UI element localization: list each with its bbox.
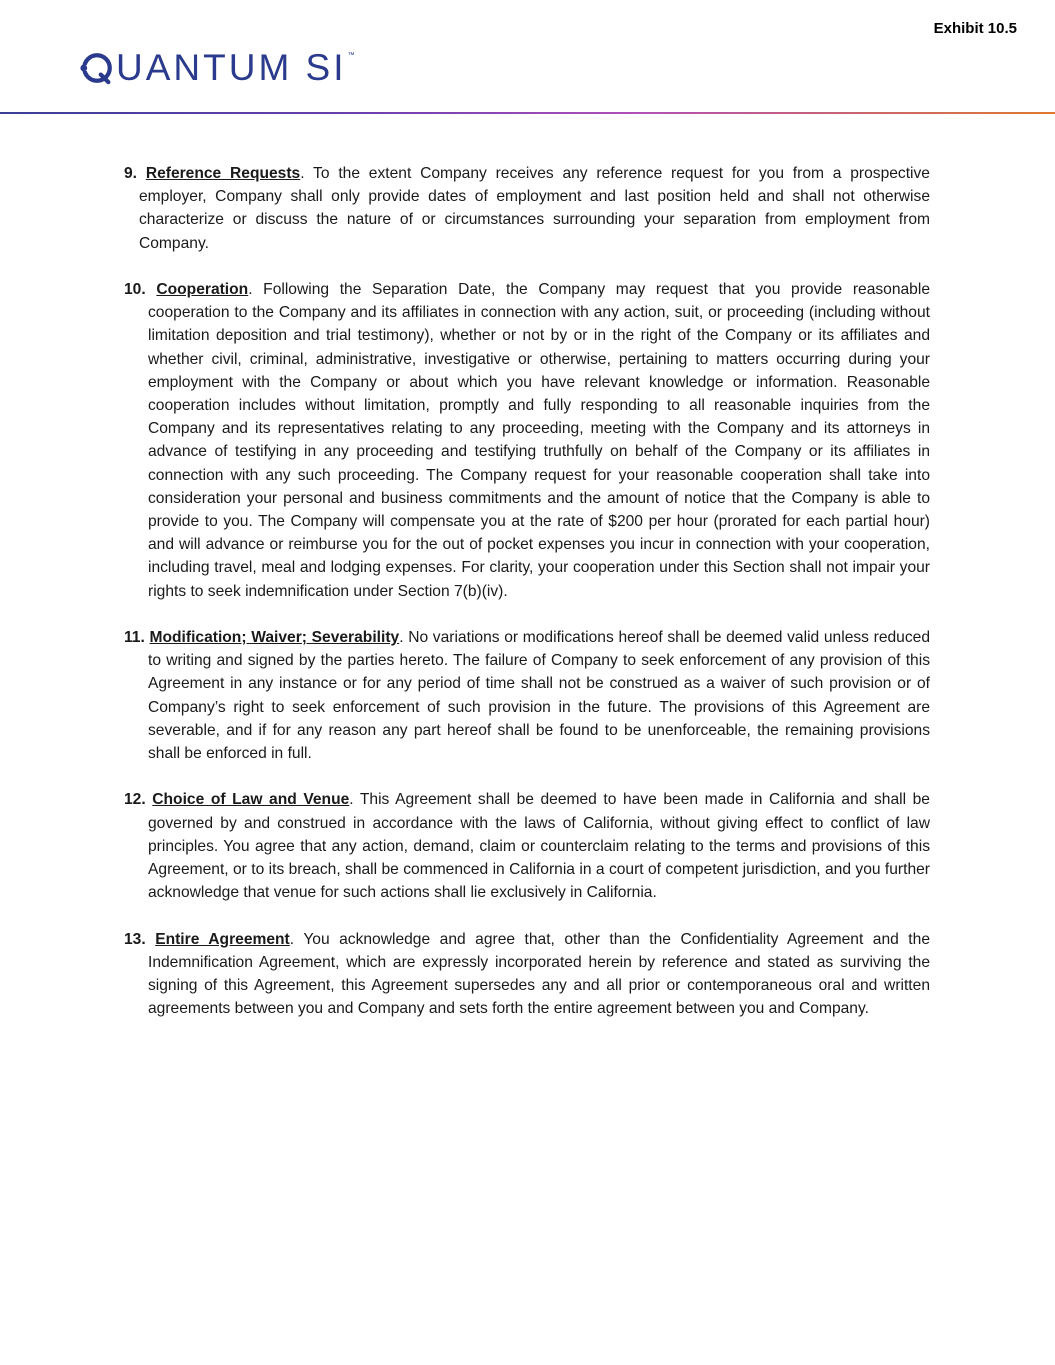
quantum-q-logo-icon [80,50,114,86]
clause-body: . No variations or modifications hereof shall be deemed valid unless reduced to writing and signed by the parties hereto. The failure of Company to seek enforcement of any provision of this Agreement in any instance or for any period of time shall not be construed as a waiver of such provision or of Company’s right to seek enforcement of such provision in the future. The provisions of this Agreement are severable, and if for any reason any part hereof shall be found to be unenforceable, the remaining provisions shall be enforced in full. [148,629,930,763]
clause-10 [124,278,930,603]
clause-body: . You acknowledge and agree that, other than the Confidentiality Agreement and the Indemnification Agreement, which are expressly incorporated herein by reference and stated as surviving the signing of this Agreement, this Agreement supersedes any and all prior or contemporaneous oral and written agreements between you and Company and sets forth the entire agreement between you and Company. [148,930,930,1018]
clause-body: . To the extent Company receives any reference request for you from a prospective employer, Company shall only provide dates of employment and last position held and shall not otherwise characterize or discuss the nature of or circumstances surrounding your separation from employment from Company. [139,165,930,252]
clause-body: . This Agreement shall be deemed to have been made in California and shall be governed by and construed in accordance with the laws of California, without giving effect to conflict of law principles. You agree that any action, demand, claim or counterclaim relating to the terms and provisions of this Agreement, or to its breach, shall be commenced in California in a court of competent jurisdiction, and you further acknowledge that venue for such actions shall lie exclusively in California. [148,791,930,902]
clause-title: Cooperation [156,281,249,298]
clause-13 [124,928,930,1021]
clause-number: 13. [124,930,146,948]
clause-title: Choice of Law and Venue [152,791,350,809]
company-logo [80,48,355,88]
clause-9 [124,162,930,255]
clause-number: 10. [124,281,146,298]
document-body [124,162,930,1044]
clause-number: 12. [124,791,146,809]
logo-trademark: ™ [347,52,355,59]
clause-number: 9. [124,165,138,182]
clause-body: . Following the Separation Date, the Company may request that you provide reasonable cooperation to the Company and its affiliates in connection with any action, suit, or proceeding (including without limitation deposition and trial testimony), whether or not by or in the right of the Company or its affiliates and whether civil, criminal, administrative, investigative or otherwise, pertaining to matters occurring during your employment with the Company or about which you have relevant knowledge or information. Reasonable cooperation includes without limitation, promptly and fully responding to all reasonable inquiries from the Company and its representatives relating to any proceeding, meeting with the Company and its attorneys in advance of testifying in any proceeding and testifying truthfully on behalf of the Company or its affiliates in connection with any such proceeding. The Company request for your reasonable cooperation shall take into consideration your personal and business commitments and the amount of notice that the Company is able to provide to you. The Company will compensate you at the rate of $200 per hour (prorated for each partial hour) and will advance or reimburse you for the out of pocket expenses you incur in connection with your cooperation, including travel, meal and lodging expenses. For clarity, your cooperation under this Section shall not impair your rights to seek indemnification under Section 7(b)(iv). [148,281,930,600]
clause-title: Entire Agreement [155,930,290,948]
logo-wordmark: UANTUM SI [116,47,347,88]
clause-title: Reference Requests [145,165,301,182]
clause-number: 11. [124,629,145,647]
header-divider [0,112,1055,114]
clause-title: Modification; Waiver; Severability [149,629,400,647]
clause-12 [124,788,930,904]
exhibit-label: Exhibit 10.5 [933,20,1017,37]
clause-11 [124,626,930,765]
